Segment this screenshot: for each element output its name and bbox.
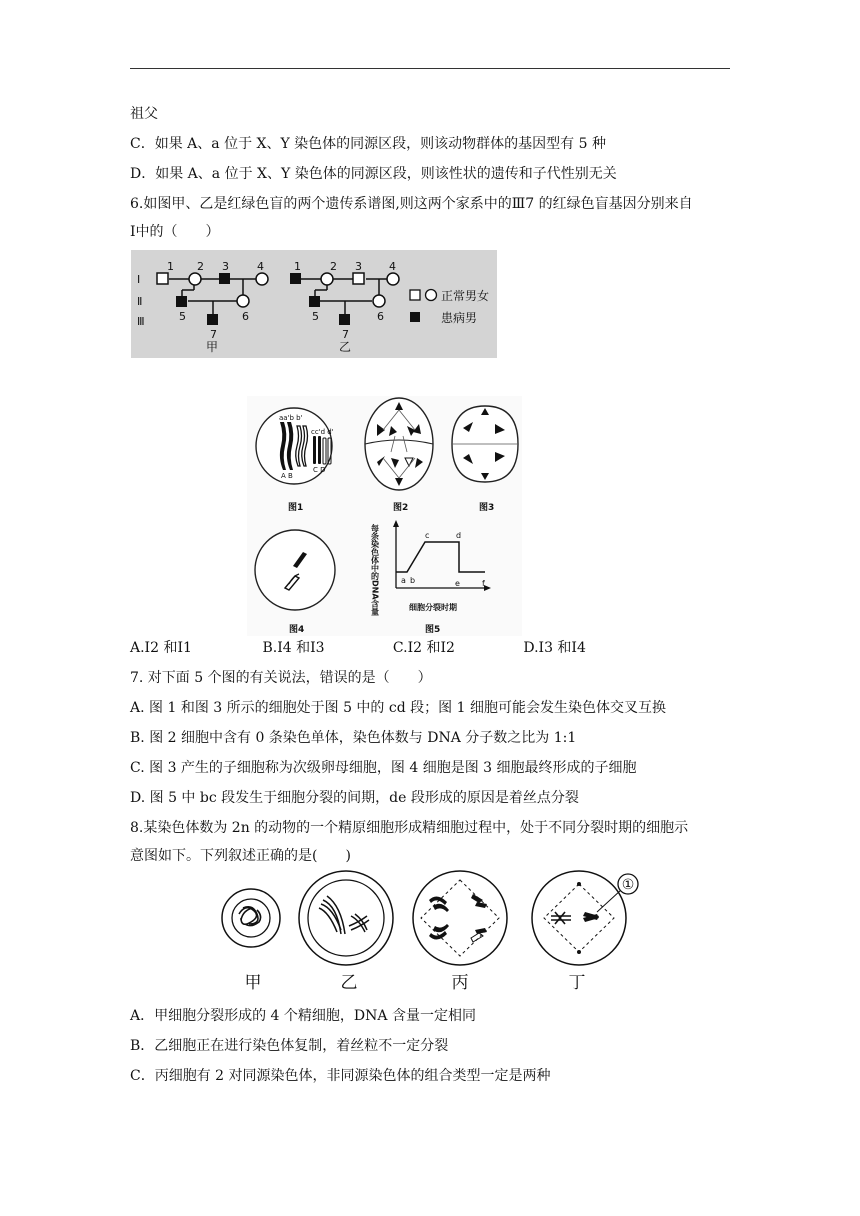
pedigree-ii5-male-affected [309, 296, 320, 307]
pedigree-number: 3 [222, 260, 229, 273]
pedigree-i4-female-normal [256, 273, 268, 285]
legend-affected-label: 患病男 [441, 311, 478, 325]
pedigree-number: 5 [179, 310, 186, 323]
gen-label: Ⅲ [137, 315, 145, 328]
pedigree-iii7-male-affected [339, 314, 350, 325]
question-8-option-c[interactable]: C．丙细胞有 2 对同源染色体，非同源染色体的组合类型一定是两种 [130, 1068, 551, 1084]
fig5-point-label: e [455, 579, 460, 588]
meiosis-figure [215, 870, 645, 996]
question-7-option-a[interactable]: A. 图 1 和图 3 所示的细胞处于图 5 中的 cd 段；图 1 细胞可能会发生染色体交叉互换 [130, 700, 666, 716]
option-b[interactable]: B.Ⅰ4 和Ⅰ3 [262, 640, 325, 656]
fig2-cell [365, 398, 433, 490]
fig4-cell [255, 530, 335, 610]
cell-label-bing: 丙 [451, 973, 469, 993]
cell-bing [413, 871, 507, 965]
pedigree-number: 2 [197, 260, 204, 273]
pedigree-iii7-male-affected [207, 314, 218, 325]
fig4-caption: 图4 [289, 625, 305, 635]
gen-label: Ⅱ [137, 295, 143, 308]
question-8-option-a[interactable]: A．甲细胞分裂形成的 4 个精细胞，DNA 含量一定相同 [130, 1008, 476, 1024]
question-6-stem-cont: Ⅰ中的（ ） [130, 224, 220, 240]
legend-square-icon [410, 290, 420, 300]
question-7-option-b[interactable]: B. 图 2 细胞中含有 0 条染色单体，染色体数与 DNA 分子数之比为 1:1 [130, 730, 577, 746]
question-7-option-c[interactable]: C. 图 3 产生的子细胞称为次级卵母细胞，图 4 细胞是图 3 细胞最终形成的子细胞 [130, 760, 637, 776]
pedigree-number: 2 [330, 260, 337, 273]
pedigree-number: 7 [342, 328, 349, 341]
pedigree-number: 3 [355, 260, 362, 273]
pedigree-ii6-female-normal [373, 295, 385, 307]
pedigree-i2-female-normal [189, 273, 201, 285]
cell-label-jia: 甲 [244, 973, 262, 993]
pedigree-i3-male-affected [219, 273, 230, 284]
pedigree-number: 7 [210, 328, 217, 341]
family-label-jia: 甲 [206, 340, 219, 354]
pedigree-number: 5 [312, 310, 319, 323]
header-rule [130, 68, 730, 69]
fig5-point-label: d [456, 531, 462, 540]
option-a[interactable]: A.Ⅰ2 和Ⅰ1 [130, 640, 192, 656]
pedigree-number: 1 [294, 260, 301, 273]
pedigree-i2-female-normal [321, 273, 333, 285]
fig5-caption: 图5 [425, 625, 441, 635]
question-7-option-d[interactable]: D. 图 5 中 bc 段发生于细胞分裂的间期，de 段形成的原因是着丝点分裂 [130, 790, 579, 806]
pedigree-number: 4 [257, 260, 264, 273]
fig1-gene-labels: C D [313, 466, 326, 474]
option-d[interactable]: D.Ⅰ3 和Ⅰ4 [523, 640, 586, 656]
fig1-gene-labels: aa'b b' [279, 414, 303, 422]
question-6-options [130, 638, 586, 658]
pedigree-i4-female-normal [387, 273, 399, 285]
question-7-stem: 7. 对下面 5 个图的有关说法，错误的是（ ） [130, 670, 432, 686]
fig1-gene-labels: cc'd d' [311, 428, 334, 436]
text-line: 祖父 [130, 106, 158, 122]
gen-label: Ⅰ [137, 273, 141, 286]
question-8-stem: 8.某染色体数为 2n 的动物的一个精原细胞形成精细胞过程中，处于不同分裂时期的细胞示 [130, 820, 689, 836]
fig5-point-label: c [425, 531, 430, 540]
fig1-caption: 图1 [288, 503, 304, 513]
pedigree-ii6-female-normal [237, 295, 249, 307]
fig3-caption: 图3 [479, 503, 495, 513]
pedigree-figure [131, 250, 497, 358]
legend-circle-icon [426, 290, 437, 301]
legend-filled-square-icon [410, 312, 420, 322]
fig5-point-label: b [410, 576, 416, 585]
question-8-stem-cont: 意图如下。下列叙述正确的是( ) [130, 848, 351, 864]
option-c[interactable]: C.Ⅰ2 和Ⅰ2 [392, 640, 455, 656]
question-8-option-b[interactable]: B．乙细胞正在进行染色体复制，着丝粒不一定分裂 [130, 1038, 449, 1054]
pedigree-number: 6 [242, 310, 249, 323]
fig5-x-axis-label: 细胞分裂时期 [409, 603, 457, 612]
question-6-stem: 6.如图甲、乙是红绿色盲的两个遗传系谱图,则这两个家系中的Ⅲ7 的红绿色盲基因分别来自 [130, 196, 693, 212]
fig5-point-label: a [401, 576, 406, 585]
pedigree-i1-male-normal [157, 273, 168, 284]
legend-normal-label: 正常男女 [441, 289, 490, 303]
fig2-caption: 图2 [393, 503, 409, 513]
cell-label-yi: 乙 [340, 973, 358, 993]
fig5-point-label: f [482, 579, 485, 588]
fig1-gene-labels: A B [281, 472, 293, 480]
family-label-yi: 乙 [339, 340, 352, 354]
cell-label-ding: 丁 [568, 973, 586, 993]
pedigree-number: 4 [389, 260, 396, 273]
marker-label: ① [621, 877, 635, 893]
pedigree-ii5-male-affected [176, 296, 187, 307]
option-c-line: C．如果 A、a 位于 X、Y 染色体的同源区段，则该动物群体的基因型有 5 种 [130, 136, 606, 152]
pedigree-number: 1 [167, 260, 174, 273]
cell-figures-1-5 [247, 396, 522, 636]
pedigree-i1-male-affected [290, 273, 301, 284]
pedigree-i3-male-normal [353, 273, 364, 284]
option-d-line: D．如果 A、a 位于 X、Y 染色体的同源区段，则该性状的遗传和子代性别无关 [130, 166, 617, 182]
pedigree-number: 6 [377, 310, 384, 323]
fig5-y-axis-label: 每条染色体中的DNA含量 [370, 524, 380, 616]
